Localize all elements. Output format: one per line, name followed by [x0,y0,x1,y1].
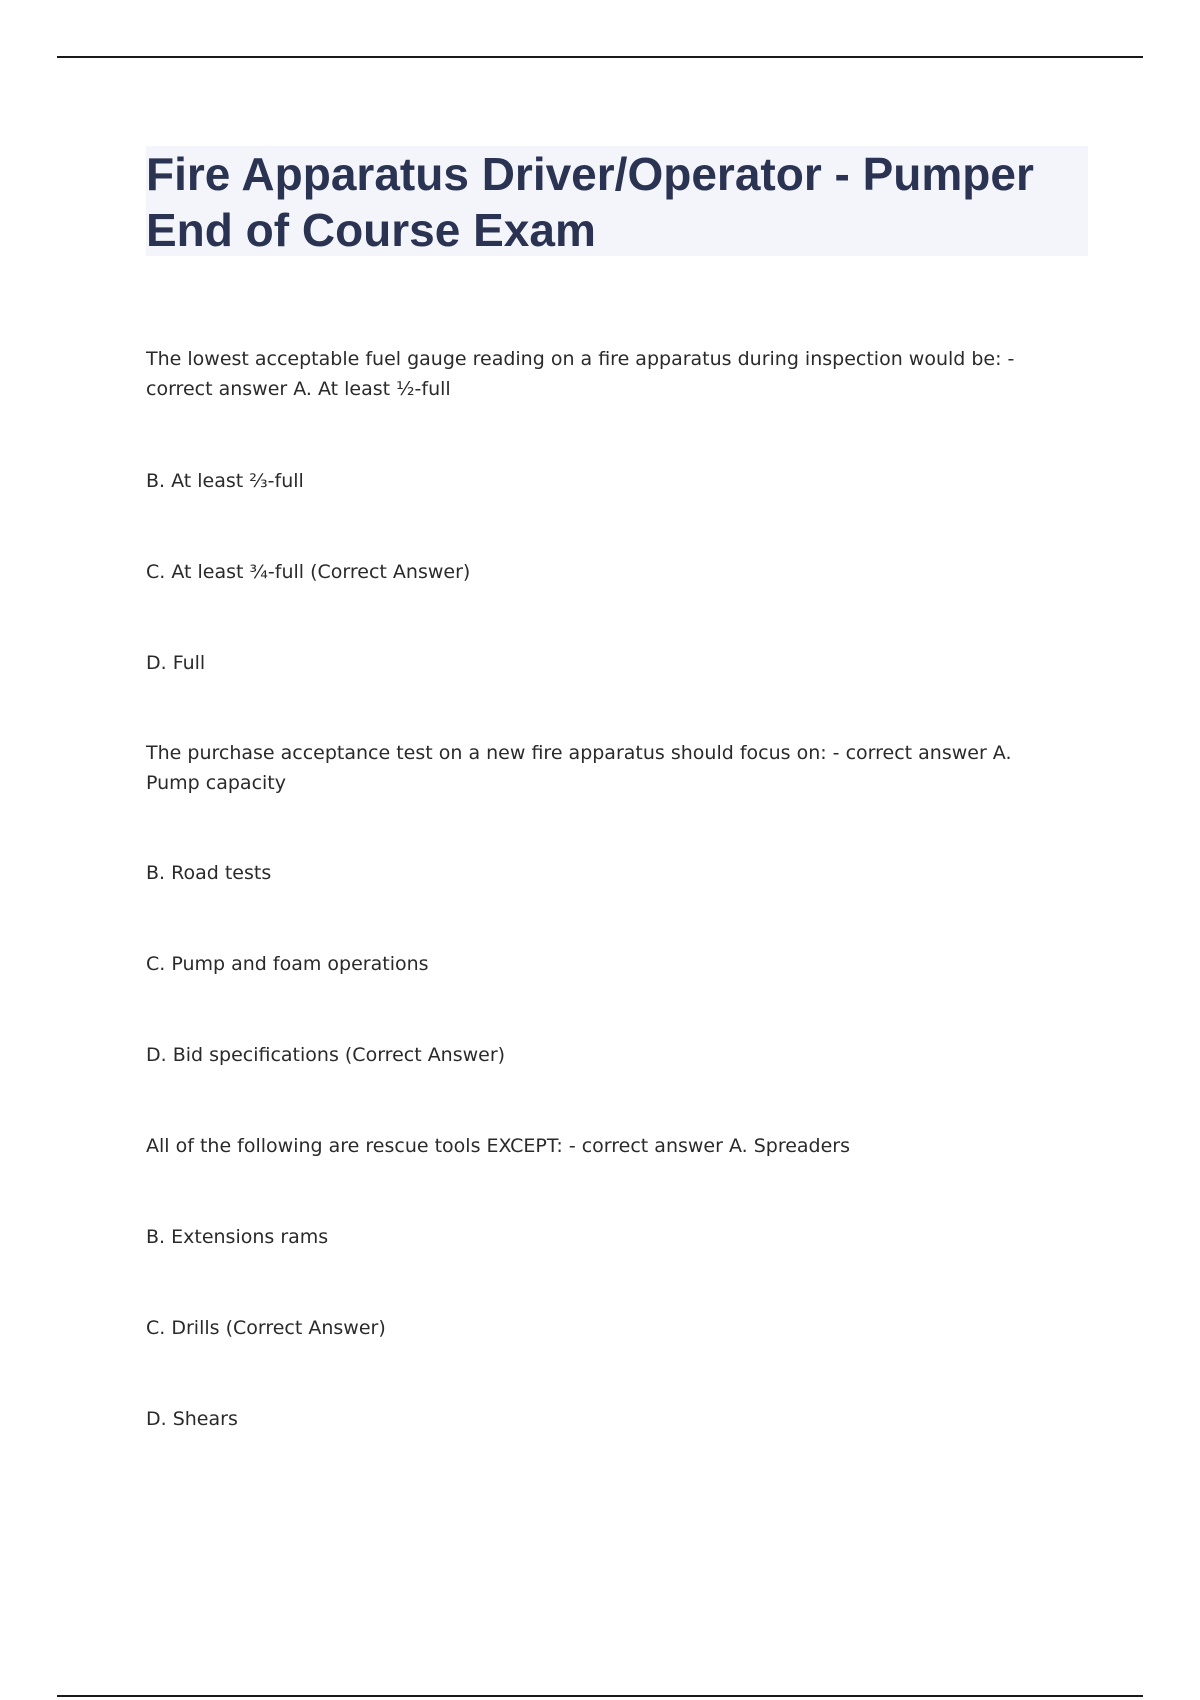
question-1-prompt: The lowest acceptable fuel gauge reading on a fire apparatus during inspection would be: - correct answer A. At least ½-full [146,348,1015,400]
question-3-prompt: All of the following are rescue tools EXCEPT: - correct answer A. Spreaders [146,1135,851,1157]
question-3-option-c: C. Drills (Correct Answer) [146,1317,386,1339]
question-1-option-c: C. At least ¾-full (Correct Answer) [146,561,471,583]
question-2-option-c: C. Pump and foam operations [146,953,429,975]
title-line-1: Fire Apparatus Driver/Operator - Pumper [146,148,1034,200]
question-3-option-d: D. Shears [146,1408,238,1430]
question-2-prompt: The purchase acceptance test on a new fire apparatus should focus on: - correct answer A. Pump capacity [146,742,1012,794]
question-1-option-d: D. Full [146,652,206,674]
footer-rule [57,1695,1143,1697]
header-rule [57,56,1143,58]
question-2-option-d: D. Bid specifications (Correct Answer) [146,1044,506,1066]
title-block [146,146,1088,256]
question-1-option-b: B. At least ⅔-full [146,470,304,492]
question-3-option-b: B. Extensions rams [146,1226,329,1248]
title-line-2: End of Course Exam [146,204,596,256]
document-title [146,146,1088,258]
question-2-option-b: B. Road tests [146,862,272,884]
